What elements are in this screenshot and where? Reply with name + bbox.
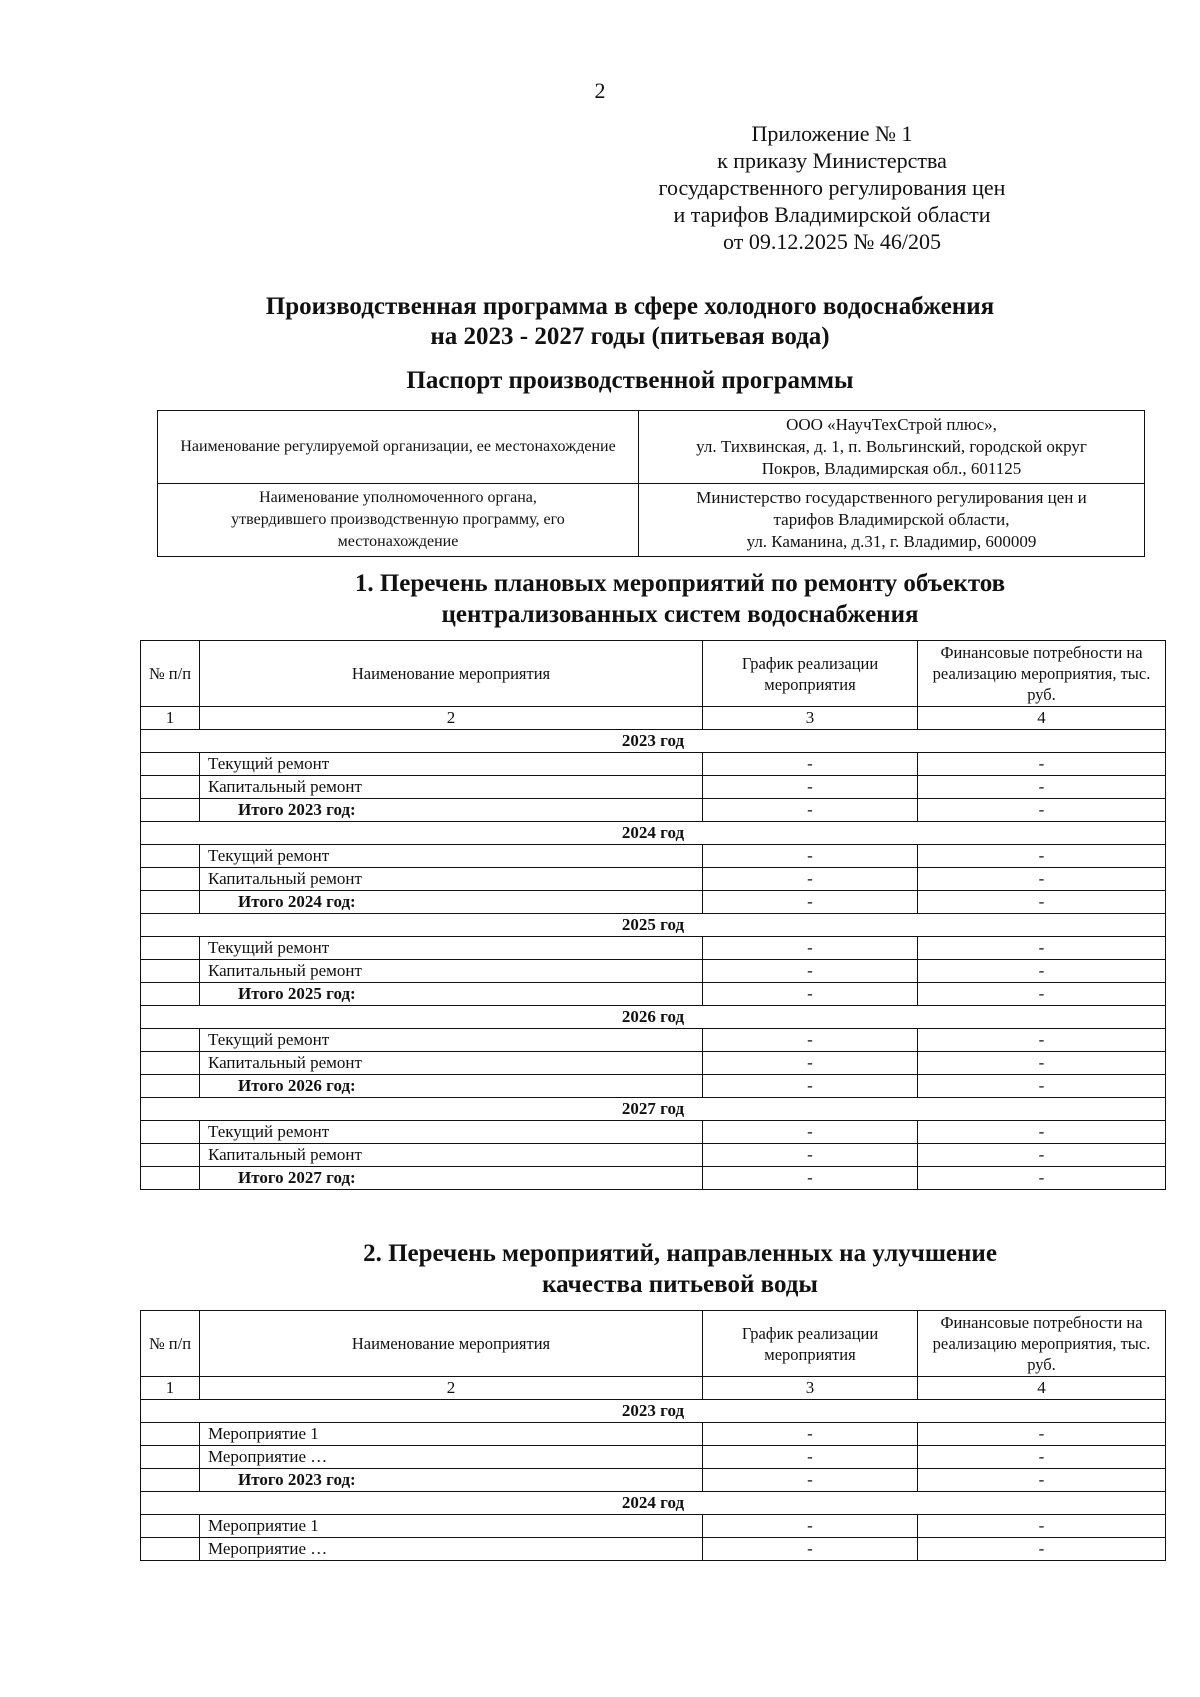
row-num <box>141 960 200 983</box>
total-schedule: - <box>703 1075 918 1098</box>
appendix-block <box>632 120 1032 255</box>
appendix-line: и тарифов Владимирской области <box>673 202 991 227</box>
passport-row <box>158 484 1145 557</box>
activity-finance: - <box>918 1446 1166 1469</box>
column-number: 3 <box>703 1377 918 1400</box>
section2-title <box>0 1238 1200 1300</box>
table-row <box>141 845 1166 868</box>
passport-title: Паспорт производственной программы <box>406 367 854 394</box>
passport-value-line: ул. Тихвинская, д. 1, п. Вольгинский, городской округ <box>696 437 1087 456</box>
table-row <box>141 868 1166 891</box>
total-label: Итого 2026 год: <box>200 1075 703 1098</box>
section-title-line: централизованных систем водоснабжения <box>441 601 919 628</box>
activity-name: Текущий ремонт <box>200 753 703 776</box>
table-row <box>141 1144 1166 1167</box>
activity-schedule: - <box>703 1029 918 1052</box>
activity-finance: - <box>918 868 1166 891</box>
total-row <box>141 799 1166 822</box>
passport-value-line: Министерство государственного регулирования цен и <box>696 488 1087 507</box>
total-label: Итого 2023 год: <box>200 799 703 822</box>
row-num <box>141 776 200 799</box>
year-row <box>141 1006 1166 1029</box>
passport-label-line: местонахождение <box>337 533 459 550</box>
row-num <box>141 891 200 914</box>
header-name: Наименование мероприятия <box>200 1311 703 1377</box>
activity-finance: - <box>918 1538 1166 1561</box>
activity-finance: - <box>918 1052 1166 1075</box>
activity-schedule: - <box>703 868 918 891</box>
year-row <box>141 1400 1166 1423</box>
table-row <box>141 776 1166 799</box>
year-label: 2024 год <box>141 822 1166 845</box>
year-label: 2027 год <box>141 1098 1166 1121</box>
column-number: 2 <box>200 707 703 730</box>
column-number: 4 <box>918 1377 1166 1400</box>
activity-name: Мероприятие 1 <box>200 1515 703 1538</box>
column-number: 3 <box>703 707 918 730</box>
activity-schedule: - <box>703 1446 918 1469</box>
column-number: 4 <box>918 707 1166 730</box>
activity-name: Текущий ремонт <box>200 845 703 868</box>
total-finance: - <box>918 799 1166 822</box>
header-schedule: График реализации мероприятия <box>703 641 918 707</box>
passport-label: Наименование регулируемой организации, ее местонахождение <box>158 411 639 484</box>
appendix-line: Приложение № 1 <box>751 121 913 146</box>
total-row <box>141 1075 1166 1098</box>
activity-finance: - <box>918 960 1166 983</box>
table-row <box>141 1121 1166 1144</box>
passport-value <box>639 411 1145 484</box>
passport-row <box>158 411 1145 484</box>
activity-finance: - <box>918 1423 1166 1446</box>
row-num <box>141 868 200 891</box>
table-row <box>141 1052 1166 1075</box>
row-num <box>141 937 200 960</box>
activity-finance: - <box>918 845 1166 868</box>
activity-finance: - <box>918 1029 1166 1052</box>
passport-value-line: тарифов Владимирской области, <box>773 510 1010 529</box>
column-number: 2 <box>200 1377 703 1400</box>
header-finance: Финансовые потребности на реализацию мероприятия, тыс. руб. <box>918 641 1166 707</box>
document-title-line: Производственная программа в сфере холодного водоснабжения <box>265 293 995 320</box>
activity-schedule: - <box>703 776 918 799</box>
total-finance: - <box>918 1469 1166 1492</box>
activity-name: Мероприятие … <box>200 1538 703 1561</box>
column-number-row <box>141 1377 1166 1400</box>
table-row <box>141 1423 1166 1446</box>
activity-name: Капитальный ремонт <box>200 776 703 799</box>
activity-schedule: - <box>703 1121 918 1144</box>
passport-value-line: Покров, Владимирская обл., 601125 <box>761 459 1022 478</box>
passport-label <box>158 484 639 557</box>
appendix-line: государственного регулирования цен <box>658 175 1006 200</box>
table-row <box>141 937 1166 960</box>
table-row <box>141 753 1166 776</box>
year-label: 2023 год <box>141 1400 1166 1423</box>
total-label: Итого 2023 год: <box>200 1469 703 1492</box>
year-label: 2026 год <box>141 1006 1166 1029</box>
row-num <box>141 1167 200 1190</box>
passport-table <box>157 410 1145 557</box>
total-schedule: - <box>703 799 918 822</box>
row-num <box>141 983 200 1006</box>
total-finance: - <box>918 1167 1166 1190</box>
header-name: Наименование мероприятия <box>200 641 703 707</box>
activity-schedule: - <box>703 1538 918 1561</box>
column-number: 1 <box>141 1377 200 1400</box>
total-row <box>141 891 1166 914</box>
table-row <box>141 1029 1166 1052</box>
header-num: № п/п <box>141 641 200 707</box>
total-label: Итого 2024 год: <box>200 891 703 914</box>
year-row <box>141 914 1166 937</box>
document-title-line: на 2023 - 2027 годы (питьевая вода) <box>430 323 830 350</box>
repair-plan-table <box>140 640 1166 1190</box>
row-num <box>141 1515 200 1538</box>
passport-value <box>639 484 1145 557</box>
table-row <box>141 1515 1166 1538</box>
activity-name: Мероприятие … <box>200 1446 703 1469</box>
header-finance: Финансовые потребности на реализацию мероприятия, тыс. руб. <box>918 1311 1166 1377</box>
total-row <box>141 1469 1166 1492</box>
year-label: 2025 год <box>141 914 1166 937</box>
row-num <box>141 1469 200 1492</box>
row-num <box>141 1423 200 1446</box>
document-title <box>0 292 1200 352</box>
total-finance: - <box>918 983 1166 1006</box>
row-num <box>141 1121 200 1144</box>
activity-finance: - <box>918 776 1166 799</box>
passport-label-line: утвердившего производственную программу, его <box>231 511 565 528</box>
total-finance: - <box>918 891 1166 914</box>
appendix-line: от 09.12.2025 № 46/205 <box>723 229 941 254</box>
activity-name: Текущий ремонт <box>200 1121 703 1144</box>
passport-value-line: ООО «НаучТехСтрой плюс», <box>786 415 997 434</box>
activity-schedule: - <box>703 753 918 776</box>
row-num <box>141 1538 200 1561</box>
section-title-line: 2. Перечень мероприятий, направленных на улучшение <box>363 1240 997 1267</box>
row-num <box>141 1144 200 1167</box>
year-row <box>141 1098 1166 1121</box>
year-row <box>141 730 1166 753</box>
activity-name: Капитальный ремонт <box>200 1052 703 1075</box>
row-num <box>141 799 200 822</box>
section-title-line: качества питьевой воды <box>542 1271 818 1298</box>
year-label: 2023 год <box>141 730 1166 753</box>
year-label: 2024 год <box>141 1492 1166 1515</box>
total-schedule: - <box>703 1167 918 1190</box>
activity-name: Мероприятие 1 <box>200 1423 703 1446</box>
column-number: 1 <box>141 707 200 730</box>
table-row <box>141 960 1166 983</box>
water-quality-plan-table <box>140 1310 1166 1561</box>
section1-title <box>0 568 1200 630</box>
passport-label-line: Наименование уполномоченного органа, <box>259 489 537 506</box>
header-row <box>141 1311 1166 1377</box>
activity-name: Капитальный ремонт <box>200 1144 703 1167</box>
row-num <box>141 1029 200 1052</box>
activity-finance: - <box>918 1515 1166 1538</box>
header-schedule: График реализации мероприятия <box>703 1311 918 1377</box>
activity-schedule: - <box>703 1423 918 1446</box>
activity-schedule: - <box>703 845 918 868</box>
total-label: Итого 2027 год: <box>200 1167 703 1190</box>
activity-schedule: - <box>703 960 918 983</box>
total-schedule: - <box>703 1469 918 1492</box>
row-num <box>141 845 200 868</box>
page-number: 2 <box>594 78 606 103</box>
total-label: Итого 2025 год: <box>200 983 703 1006</box>
row-num <box>141 1446 200 1469</box>
activity-finance: - <box>918 753 1166 776</box>
activity-schedule: - <box>703 1144 918 1167</box>
passport-value-line: ул. Каманина, д.31, г. Владимир, 600009 <box>746 532 1037 551</box>
activity-finance: - <box>918 937 1166 960</box>
appendix-line: к приказу Министерства <box>717 148 947 173</box>
table-row <box>141 1446 1166 1469</box>
activity-schedule: - <box>703 937 918 960</box>
row-num <box>141 753 200 776</box>
table-row <box>141 1538 1166 1561</box>
row-num <box>141 1052 200 1075</box>
year-row <box>141 1492 1166 1515</box>
activity-finance: - <box>918 1121 1166 1144</box>
column-number-row <box>141 707 1166 730</box>
section-title-line: 1. Перечень плановых мероприятий по ремонту объектов <box>354 570 1006 597</box>
year-row <box>141 822 1166 845</box>
total-row <box>141 983 1166 1006</box>
activity-schedule: - <box>703 1515 918 1538</box>
row-num <box>141 1075 200 1098</box>
activity-name: Текущий ремонт <box>200 1029 703 1052</box>
total-schedule: - <box>703 891 918 914</box>
activity-finance: - <box>918 1144 1166 1167</box>
activity-name: Текущий ремонт <box>200 937 703 960</box>
activity-schedule: - <box>703 1052 918 1075</box>
header-row <box>141 641 1166 707</box>
total-schedule: - <box>703 983 918 1006</box>
header-num: № п/п <box>141 1311 200 1377</box>
activity-name: Капитальный ремонт <box>200 960 703 983</box>
total-row <box>141 1167 1166 1190</box>
total-finance: - <box>918 1075 1166 1098</box>
activity-name: Капитальный ремонт <box>200 868 703 891</box>
